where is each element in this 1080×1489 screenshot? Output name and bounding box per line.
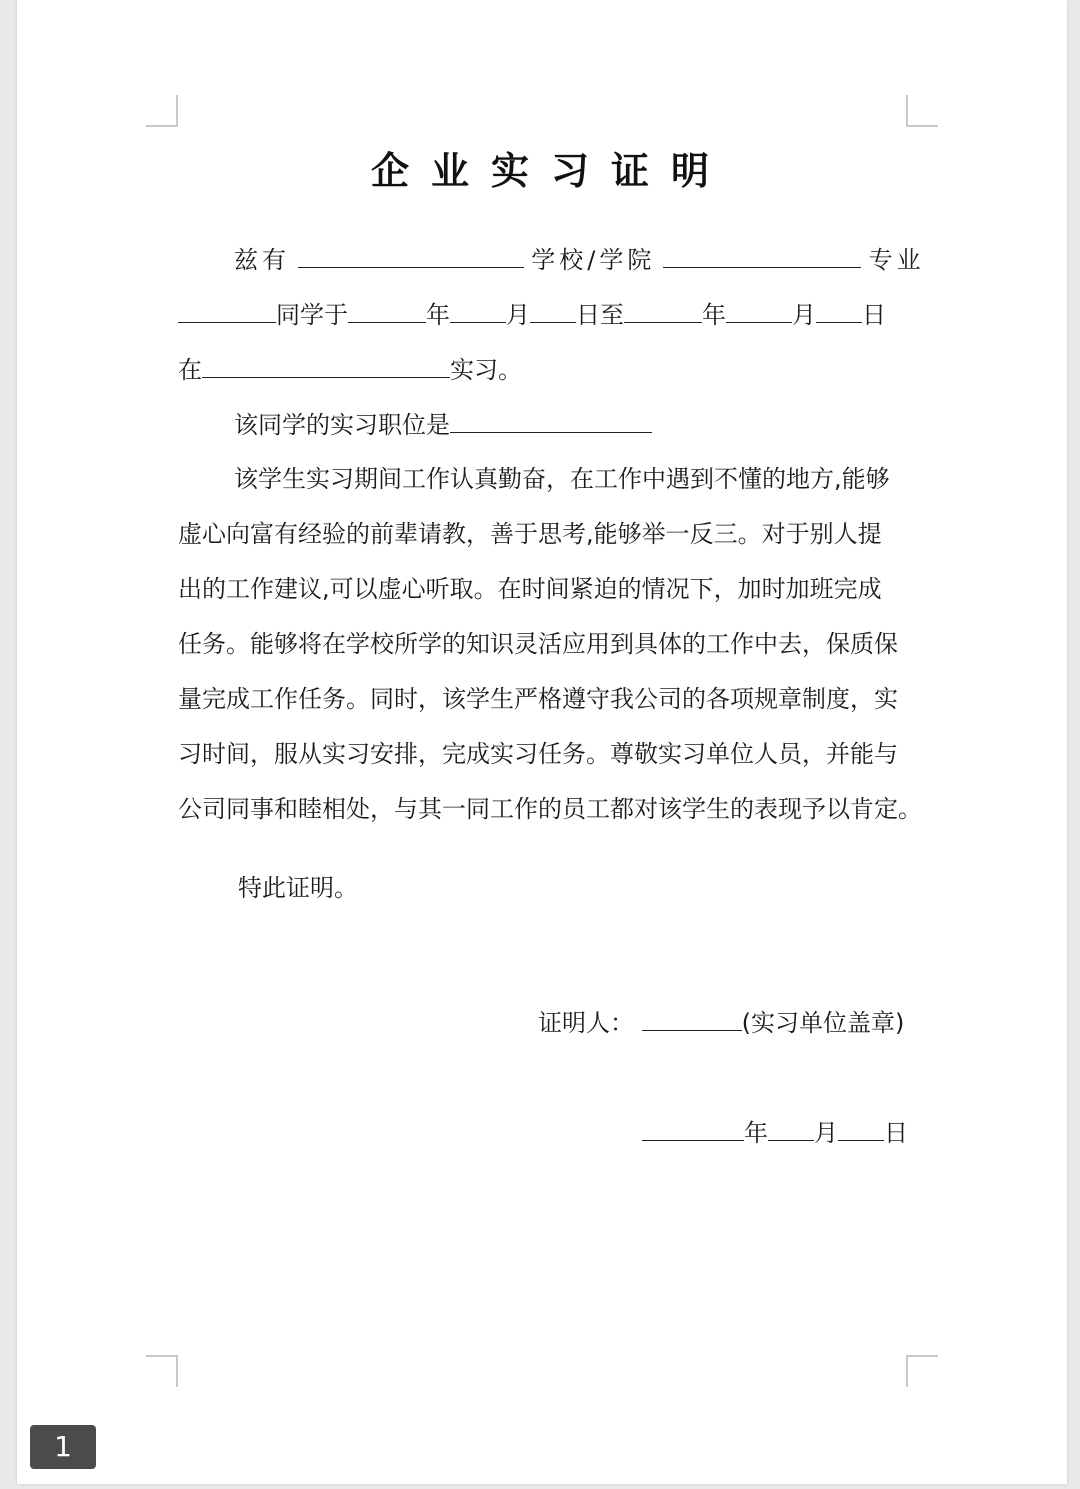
certifier-label: 证明人： [538,1009,634,1037]
closing-line: 特此证明。 [238,874,358,902]
start-year-label: 年 [426,301,450,329]
end-year-blank [624,300,702,323]
at-label: 在 [178,356,202,384]
intro-line-3 [178,353,908,387]
end-month-label: 月 [792,301,816,329]
start-month-label: 月 [506,301,530,329]
date-month-label: 月 [814,1119,838,1147]
start-month-blank [450,300,506,323]
crop-mark-bottom-left [146,1355,178,1387]
major-blank [178,300,276,323]
intern-label: 实习。 [450,356,522,384]
date-day-label: 日 [884,1119,908,1147]
date-year-label: 年 [744,1119,768,1147]
body-row: 出的工作建议,可以虚心听取。在时间紧迫的情况下，加时加班完成 [178,575,882,603]
name-blank [298,245,524,268]
end-month-blank [726,300,792,323]
body-row: 该学生实习期间工作认真勤奋，在工作中遇到不懂的地方,能够 [234,465,890,493]
date-year-blank [642,1118,744,1141]
end-year-label: 年 [702,301,726,329]
start-day-blank [530,300,576,323]
crop-mark-top-left [146,95,178,127]
signature-date-line [642,1116,922,1150]
position-blank [450,410,652,433]
start-year-blank [348,300,426,323]
date-day-blank [838,1118,884,1141]
crop-mark-bottom-right [906,1355,938,1387]
certifier-line [538,1006,918,1040]
evaluation-paragraph [178,452,922,837]
major-label: 专业 [868,246,925,274]
position-line [234,408,908,442]
end-day-blank [816,300,862,323]
body-row: 量完成工作任务。同时，该学生严格遵守我公司的各项规章制度，实 [178,685,898,713]
page-number-badge[interactable]: 1 [30,1425,96,1469]
day-to-label: 日至 [576,301,624,329]
intro-prefix: 兹有 [234,246,290,274]
company-blank [202,355,450,378]
body-row: 习时间，服从实习安排，完成实习任务。尊敬实习单位人员，并能与 [178,740,898,768]
student-label: 同学于 [276,301,348,329]
school-label: 学校/学院 [531,246,656,274]
end-day-label: 日 [862,301,886,329]
certifier-blank [642,1008,742,1031]
date-month-blank [768,1118,814,1141]
crop-mark-top-right [906,95,938,127]
seal-note: (实习单位盖章) [741,1009,905,1037]
body-row: 虚心向富有经验的前辈请教，善于思考,能够举一反三。对于别人提 [178,520,882,548]
intro-line-1 [234,243,925,277]
body-row: 任务。能够将在学校所学的知识灵活应用到具体的工作中去，保质保 [178,630,898,658]
school-blank [663,245,861,268]
intro-line-2 [178,298,908,332]
body-row: 公司同事和睦相处，与其一同工作的员工都对该学生的表现予以肯定。 [178,795,922,823]
document-title: 企业实习证明 [370,149,731,193]
position-label: 该同学的实习职位是 [234,411,450,439]
